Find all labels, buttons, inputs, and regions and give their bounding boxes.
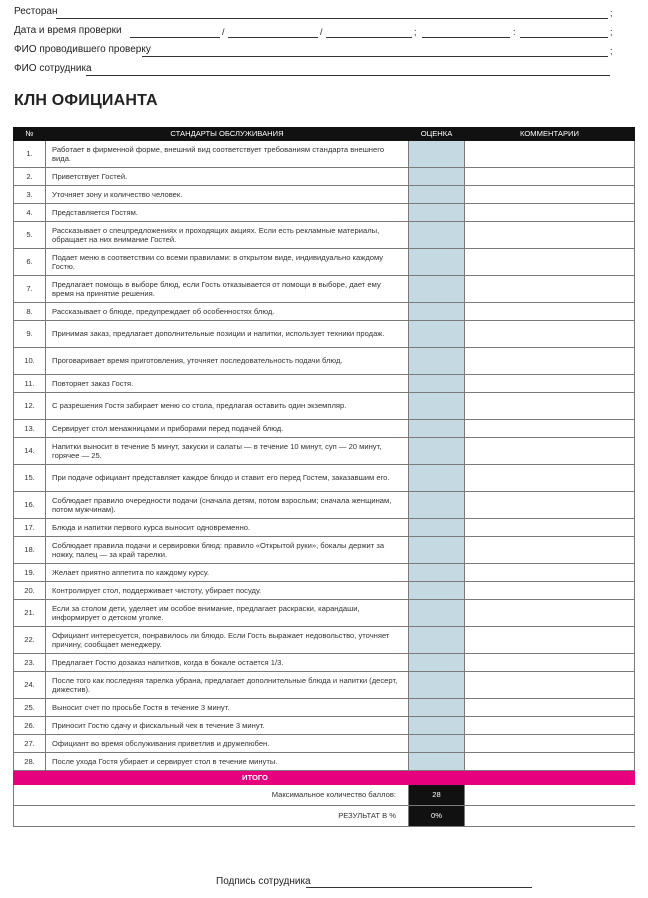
table-row — [14, 420, 635, 438]
row-number: 1. — [14, 141, 46, 168]
semicolon-2: ; — [610, 27, 613, 37]
standard-text: Повторяет заказ Гостя. — [46, 375, 409, 393]
table-row — [14, 672, 635, 699]
row-number: 17. — [14, 519, 46, 537]
month-line — [228, 37, 318, 38]
table-row — [14, 582, 635, 600]
employee-label: ФИО сотрудника — [14, 63, 92, 74]
score-cell[interactable] — [409, 420, 465, 438]
comment-cell[interactable] — [465, 699, 635, 717]
comment-cell[interactable] — [465, 222, 635, 249]
standard-text: Подает меню в соответствии со всеми правилами: в открытом виде, индивидуально каждому Гостю. — [46, 249, 409, 276]
semicolon: ; — [610, 46, 613, 56]
restaurant-field[interactable] — [14, 6, 613, 20]
row-number: 21. — [14, 600, 46, 627]
row-number: 9. — [14, 321, 46, 348]
max-score-value: 28 — [409, 785, 465, 806]
score-cell[interactable] — [409, 492, 465, 519]
signature-label: Подпись сотрудника — [216, 876, 311, 887]
table-row — [14, 141, 635, 168]
standard-text: Уточняет зону и количество человек. — [46, 186, 409, 204]
result-row — [14, 806, 635, 827]
signature-field[interactable] — [216, 876, 311, 887]
standard-text: Если за столом дети, уделяет им особое внимание, предлагает раскраски, карандаши, информирует о детском уголке. — [46, 600, 409, 627]
standard-text: Проговаривает время приготовления, уточняет последовательность подачи блюд. — [46, 348, 409, 375]
comment-cell[interactable] — [465, 519, 635, 537]
table-header-row — [14, 128, 635, 141]
comment-cell[interactable] — [465, 375, 635, 393]
comment-cell[interactable] — [465, 564, 635, 582]
standard-text: При подаче официант представляет каждое блюдо и ставит его перед Гостем, заказавшим его. — [46, 465, 409, 492]
semicolon: ; — [610, 8, 613, 18]
row-number: 23. — [14, 654, 46, 672]
inspector-label: ФИО проводившего проверку — [14, 44, 151, 55]
comment-cell[interactable] — [465, 492, 635, 519]
row-number: 20. — [14, 582, 46, 600]
score-cell[interactable] — [409, 519, 465, 537]
score-cell[interactable] — [409, 303, 465, 321]
inspector-field[interactable] — [14, 44, 613, 58]
score-cell[interactable] — [409, 168, 465, 186]
comment-cell[interactable] — [465, 249, 635, 276]
comment-cell[interactable] — [465, 303, 635, 321]
restaurant-label: Ресторан — [14, 6, 58, 17]
total-label: ИТОГО — [46, 771, 465, 785]
comment-cell[interactable] — [465, 582, 635, 600]
table-row — [14, 627, 635, 654]
comment-cell[interactable] — [465, 717, 635, 735]
score-cell[interactable] — [409, 600, 465, 627]
standard-text: После ухода Гостя убирает и сервирует стол в течение минуты. — [46, 753, 409, 771]
table-row — [14, 600, 635, 627]
slash-2: / — [320, 27, 323, 37]
score-cell[interactable] — [409, 249, 465, 276]
score-cell[interactable] — [409, 204, 465, 222]
score-cell[interactable] — [409, 537, 465, 564]
comment-cell[interactable] — [465, 420, 635, 438]
standard-text: Соблюдает правила подачи и сервировки блюд: правило «Открытой руки», бокалы держит за ножку, палец — за край тарелки. — [46, 537, 409, 564]
row-number: 25. — [14, 699, 46, 717]
col-standards-header: СТАНДАРТЫ ОБСЛУЖИВАНИЯ — [46, 128, 409, 141]
comment-cell[interactable] — [465, 141, 635, 168]
inspector-line — [142, 56, 608, 57]
hour-line — [422, 37, 510, 38]
page-title: КЛН ОФИЦИАНТА — [14, 92, 158, 109]
row-number: 11. — [14, 375, 46, 393]
row-number: 5. — [14, 222, 46, 249]
table-row — [14, 465, 635, 492]
table-row — [14, 537, 635, 564]
table-row — [14, 717, 635, 735]
comment-cell[interactable] — [465, 600, 635, 627]
datetime-label: Дата и время проверки — [14, 25, 122, 36]
colon: : — [513, 27, 516, 37]
table-row — [14, 492, 635, 519]
standard-text: Контролирует стол, поддерживает чистоту, убирает посуду. — [46, 582, 409, 600]
table-row — [14, 168, 635, 186]
score-cell[interactable] — [409, 465, 465, 492]
table-row — [14, 348, 635, 375]
standard-text: После того как последняя тарелка убрана, предлагает дополнительные блюда и напитки (десерт, дижестив). — [46, 672, 409, 699]
score-cell[interactable] — [409, 375, 465, 393]
semicolon-1: ; — [414, 27, 417, 37]
standard-text: С разрешения Гостя забирает меню со стола, предлагая оставить один экземпляр. — [46, 393, 409, 420]
row-number: 28. — [14, 753, 46, 771]
table-row — [14, 393, 635, 420]
row-number: 12. — [14, 393, 46, 420]
comment-cell[interactable] — [465, 672, 635, 699]
row-number: 15. — [14, 465, 46, 492]
comment-cell[interactable] — [465, 276, 635, 303]
standard-text: Официант во время обслуживания приветлив и дружелюбен. — [46, 735, 409, 753]
score-cell[interactable] — [409, 582, 465, 600]
row-number: 3. — [14, 186, 46, 204]
row-number: 22. — [14, 627, 46, 654]
score-cell[interactable] — [409, 222, 465, 249]
col-comments-header: КОММЕНТАРИИ — [465, 128, 635, 141]
score-cell[interactable] — [409, 564, 465, 582]
score-cell[interactable] — [409, 753, 465, 771]
standard-text: Соблюдает правило очередности подачи (сначала детям, потом взрослым; сначала женщинам, потом мужчинам). — [46, 492, 409, 519]
comment-cell[interactable] — [465, 654, 635, 672]
score-cell[interactable] — [409, 654, 465, 672]
standard-text: Желает приятно аппетита по каждому курсу. — [46, 564, 409, 582]
table-body — [14, 141, 635, 771]
col-score-header: ОЦЕНКА — [409, 128, 465, 141]
comment-cell[interactable] — [465, 348, 635, 375]
row-number: 2. — [14, 168, 46, 186]
row-number: 24. — [14, 672, 46, 699]
standard-text: Приветствует Гостей. — [46, 168, 409, 186]
table-row — [14, 303, 635, 321]
table-row — [14, 699, 635, 717]
standard-text: Работает в фирменной форме, внешний вид соответствует требованиям стандарта внешнего вида. — [46, 141, 409, 168]
table-row — [14, 375, 635, 393]
comment-cell[interactable] — [465, 537, 635, 564]
score-cell[interactable] — [409, 348, 465, 375]
standard-text: Предлагает помощь в выборе блюд, если Гость отказывается от помощи в выборе, дает ему время на принятие решения. — [46, 276, 409, 303]
score-cell[interactable] — [409, 321, 465, 348]
score-cell[interactable] — [409, 393, 465, 420]
standard-text: Сервирует стол менажницами и приборами перед подачей блюд. — [46, 420, 409, 438]
day-line — [130, 37, 220, 38]
restaurant-line — [56, 18, 608, 19]
table-row — [14, 222, 635, 249]
score-cell[interactable] — [409, 672, 465, 699]
row-number: 26. — [14, 717, 46, 735]
employee-line — [86, 75, 610, 76]
slash-1: / — [222, 27, 225, 37]
comment-cell[interactable] — [465, 186, 635, 204]
standard-text: Официант интересуется, понравилось ли блюдо. Если Гость выражает недовольство, уточняет причину, сообщает менеджеру. — [46, 627, 409, 654]
score-cell[interactable] — [409, 627, 465, 654]
score-cell[interactable] — [409, 276, 465, 303]
row-number: 27. — [14, 735, 46, 753]
table-row — [14, 654, 635, 672]
standard-text: Предлагает Гостю дозаказ напитков, когда в бокале остается 1/3. — [46, 654, 409, 672]
employee-field[interactable] — [14, 63, 604, 77]
row-number: 16. — [14, 492, 46, 519]
table-row — [14, 753, 635, 771]
result-label: РЕЗУЛЬТАТ В % — [14, 806, 409, 827]
table-row — [14, 564, 635, 582]
score-cell[interactable] — [409, 186, 465, 204]
row-number: 10. — [14, 348, 46, 375]
result-value: 0% — [409, 806, 465, 827]
table-row — [14, 276, 635, 303]
score-cell[interactable] — [409, 141, 465, 168]
comment-cell[interactable] — [465, 204, 635, 222]
row-number: 8. — [14, 303, 46, 321]
comment-cell[interactable] — [465, 321, 635, 348]
table-row — [14, 735, 635, 753]
total-row — [14, 771, 635, 785]
datetime-field[interactable] — [14, 25, 613, 39]
comment-cell[interactable] — [465, 465, 635, 492]
standard-text: Блюда и напитки первого курса выносит одновременно. — [46, 519, 409, 537]
row-number: 18. — [14, 537, 46, 564]
minute-line — [520, 37, 608, 38]
signature-line — [306, 887, 532, 888]
standard-text: Выносит счет по просьбе Гостя в течение 3 минут. — [46, 699, 409, 717]
comment-cell[interactable] — [465, 753, 635, 771]
comment-cell[interactable] — [465, 735, 635, 753]
standard-text: Напитки выносит в течение 5 минут, закуски и салаты — в течение 10 минут, суп — 20 минут, горячее — 25. — [46, 438, 409, 465]
row-number: 4. — [14, 204, 46, 222]
max-score-label: Максимальное количество баллов: — [14, 785, 409, 806]
score-cell[interactable] — [409, 438, 465, 465]
year-line — [326, 37, 412, 38]
row-number: 14. — [14, 438, 46, 465]
max-score-row — [14, 785, 635, 806]
table-row — [14, 438, 635, 465]
score-cell[interactable] — [409, 717, 465, 735]
comment-cell[interactable] — [465, 438, 635, 465]
standard-text: Приносит Гостю сдачу и фискальный чек в течение 3 минут. — [46, 717, 409, 735]
comment-cell[interactable] — [465, 393, 635, 420]
row-number: 6. — [14, 249, 46, 276]
table-row — [14, 249, 635, 276]
standard-text: Принимая заказ, предлагает дополнительные позиции и напитки, использует техники продаж. — [46, 321, 409, 348]
standard-text: Рассказывает о спецпредложениях и проходящих акциях. Если есть рекламные материалы, обращает на них внимание Гостей. — [46, 222, 409, 249]
col-num-header: № — [14, 128, 46, 141]
table-row — [14, 186, 635, 204]
row-number: 7. — [14, 276, 46, 303]
table-row — [14, 519, 635, 537]
comment-cell[interactable] — [465, 627, 635, 654]
score-cell[interactable] — [409, 735, 465, 753]
row-number: 19. — [14, 564, 46, 582]
standard-text: Рассказывает о блюде, предупреждает об особенностях блюд. — [46, 303, 409, 321]
table-row — [14, 204, 635, 222]
score-cell[interactable] — [409, 699, 465, 717]
standard-text: Представляется Гостям. — [46, 204, 409, 222]
checklist-table — [13, 127, 635, 827]
row-number: 13. — [14, 420, 46, 438]
table-row — [14, 321, 635, 348]
comment-cell[interactable] — [465, 168, 635, 186]
